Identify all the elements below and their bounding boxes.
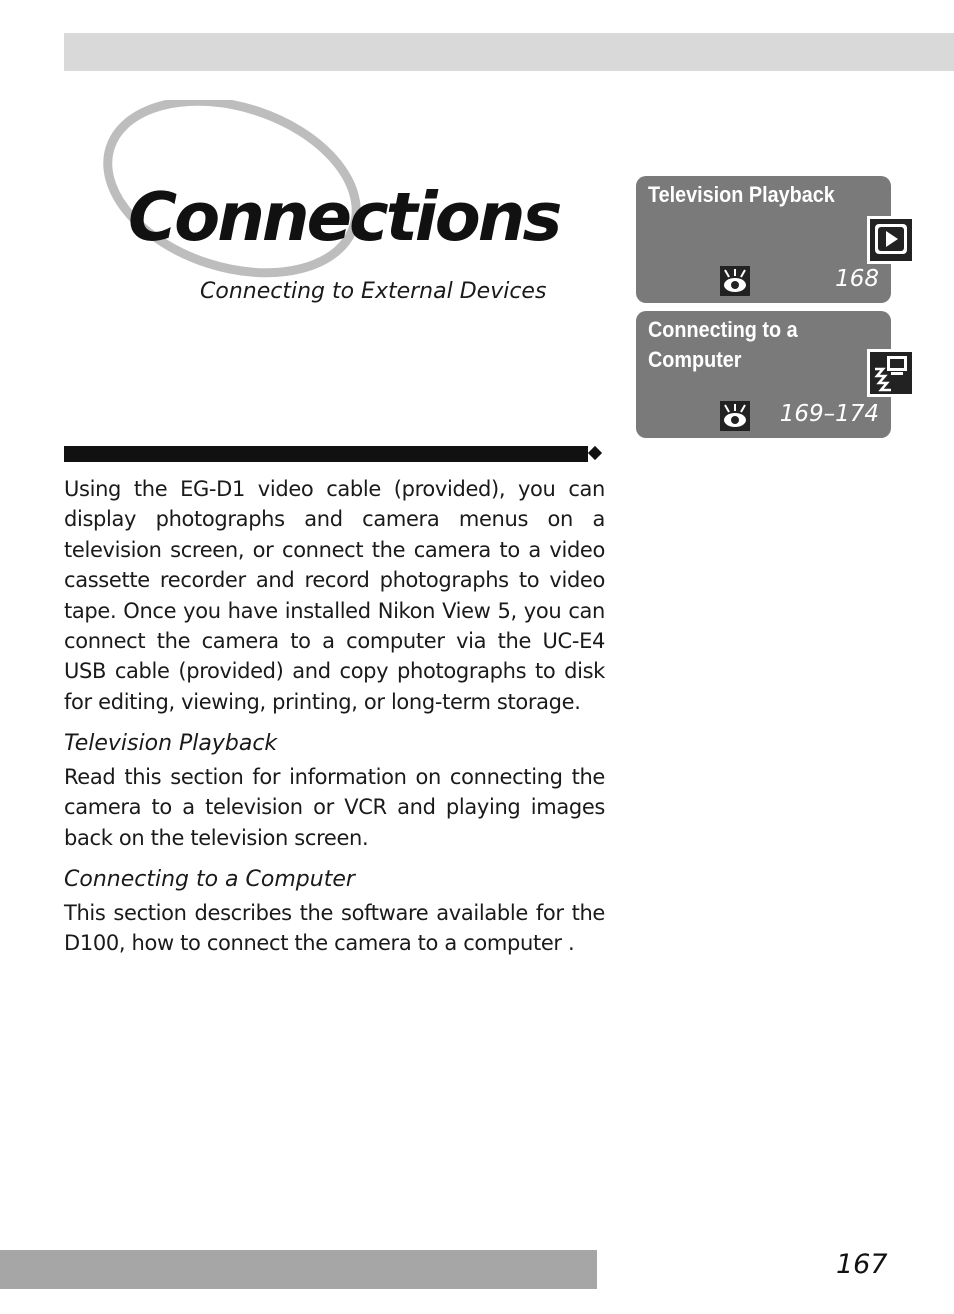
sidebar-box-title: Connecting to a Computer <box>648 317 798 372</box>
section-heading-connecting-computer: Connecting to a Computer <box>64 867 355 892</box>
rule-diamond-end <box>588 446 602 460</box>
computer-connection-icon <box>867 349 915 397</box>
page-reference-icon <box>720 266 750 296</box>
header-band <box>64 33 954 71</box>
sidebar-box-title: Television Playback <box>648 182 835 207</box>
sidebar-box-connecting-computer[interactable] <box>636 311 891 438</box>
page-subtitle: Connecting to External Devices <box>200 279 547 304</box>
section-heading-television-playback: Television Playback <box>64 731 278 756</box>
sidebar-box-pages: 168 <box>835 266 879 292</box>
tv-playback-icon <box>867 216 915 264</box>
section-rule <box>64 446 588 462</box>
section-body-connecting-computer: This section describes the software available for the D100, how to connect the camera to a computer . <box>64 901 605 956</box>
page-reference-icon <box>720 401 750 431</box>
section-body-television-playback: Read this section for information on connecting the camera to a television or VCR and playing images back on the television screen. <box>64 765 605 850</box>
sidebar-box-television-playback[interactable] <box>636 176 891 303</box>
page-title: Connections <box>128 178 560 256</box>
page-number: 167 <box>836 1249 888 1280</box>
intro-paragraph: Using the EG-D1 video cable (provided), you can display photographs and camera menus on a television screen, or connect the camera to a video cassette recorder and record photographs to video tape. Once you have installed Nikon View 5, you can connect the camera to a computer via the UC-E4 USB cable (provided) and copy photographs to disk for editing, viewing, printing, or long-term storage. <box>64 477 605 714</box>
footer-band <box>0 1250 597 1289</box>
sidebar-box-pages: 169–174 <box>779 401 879 427</box>
